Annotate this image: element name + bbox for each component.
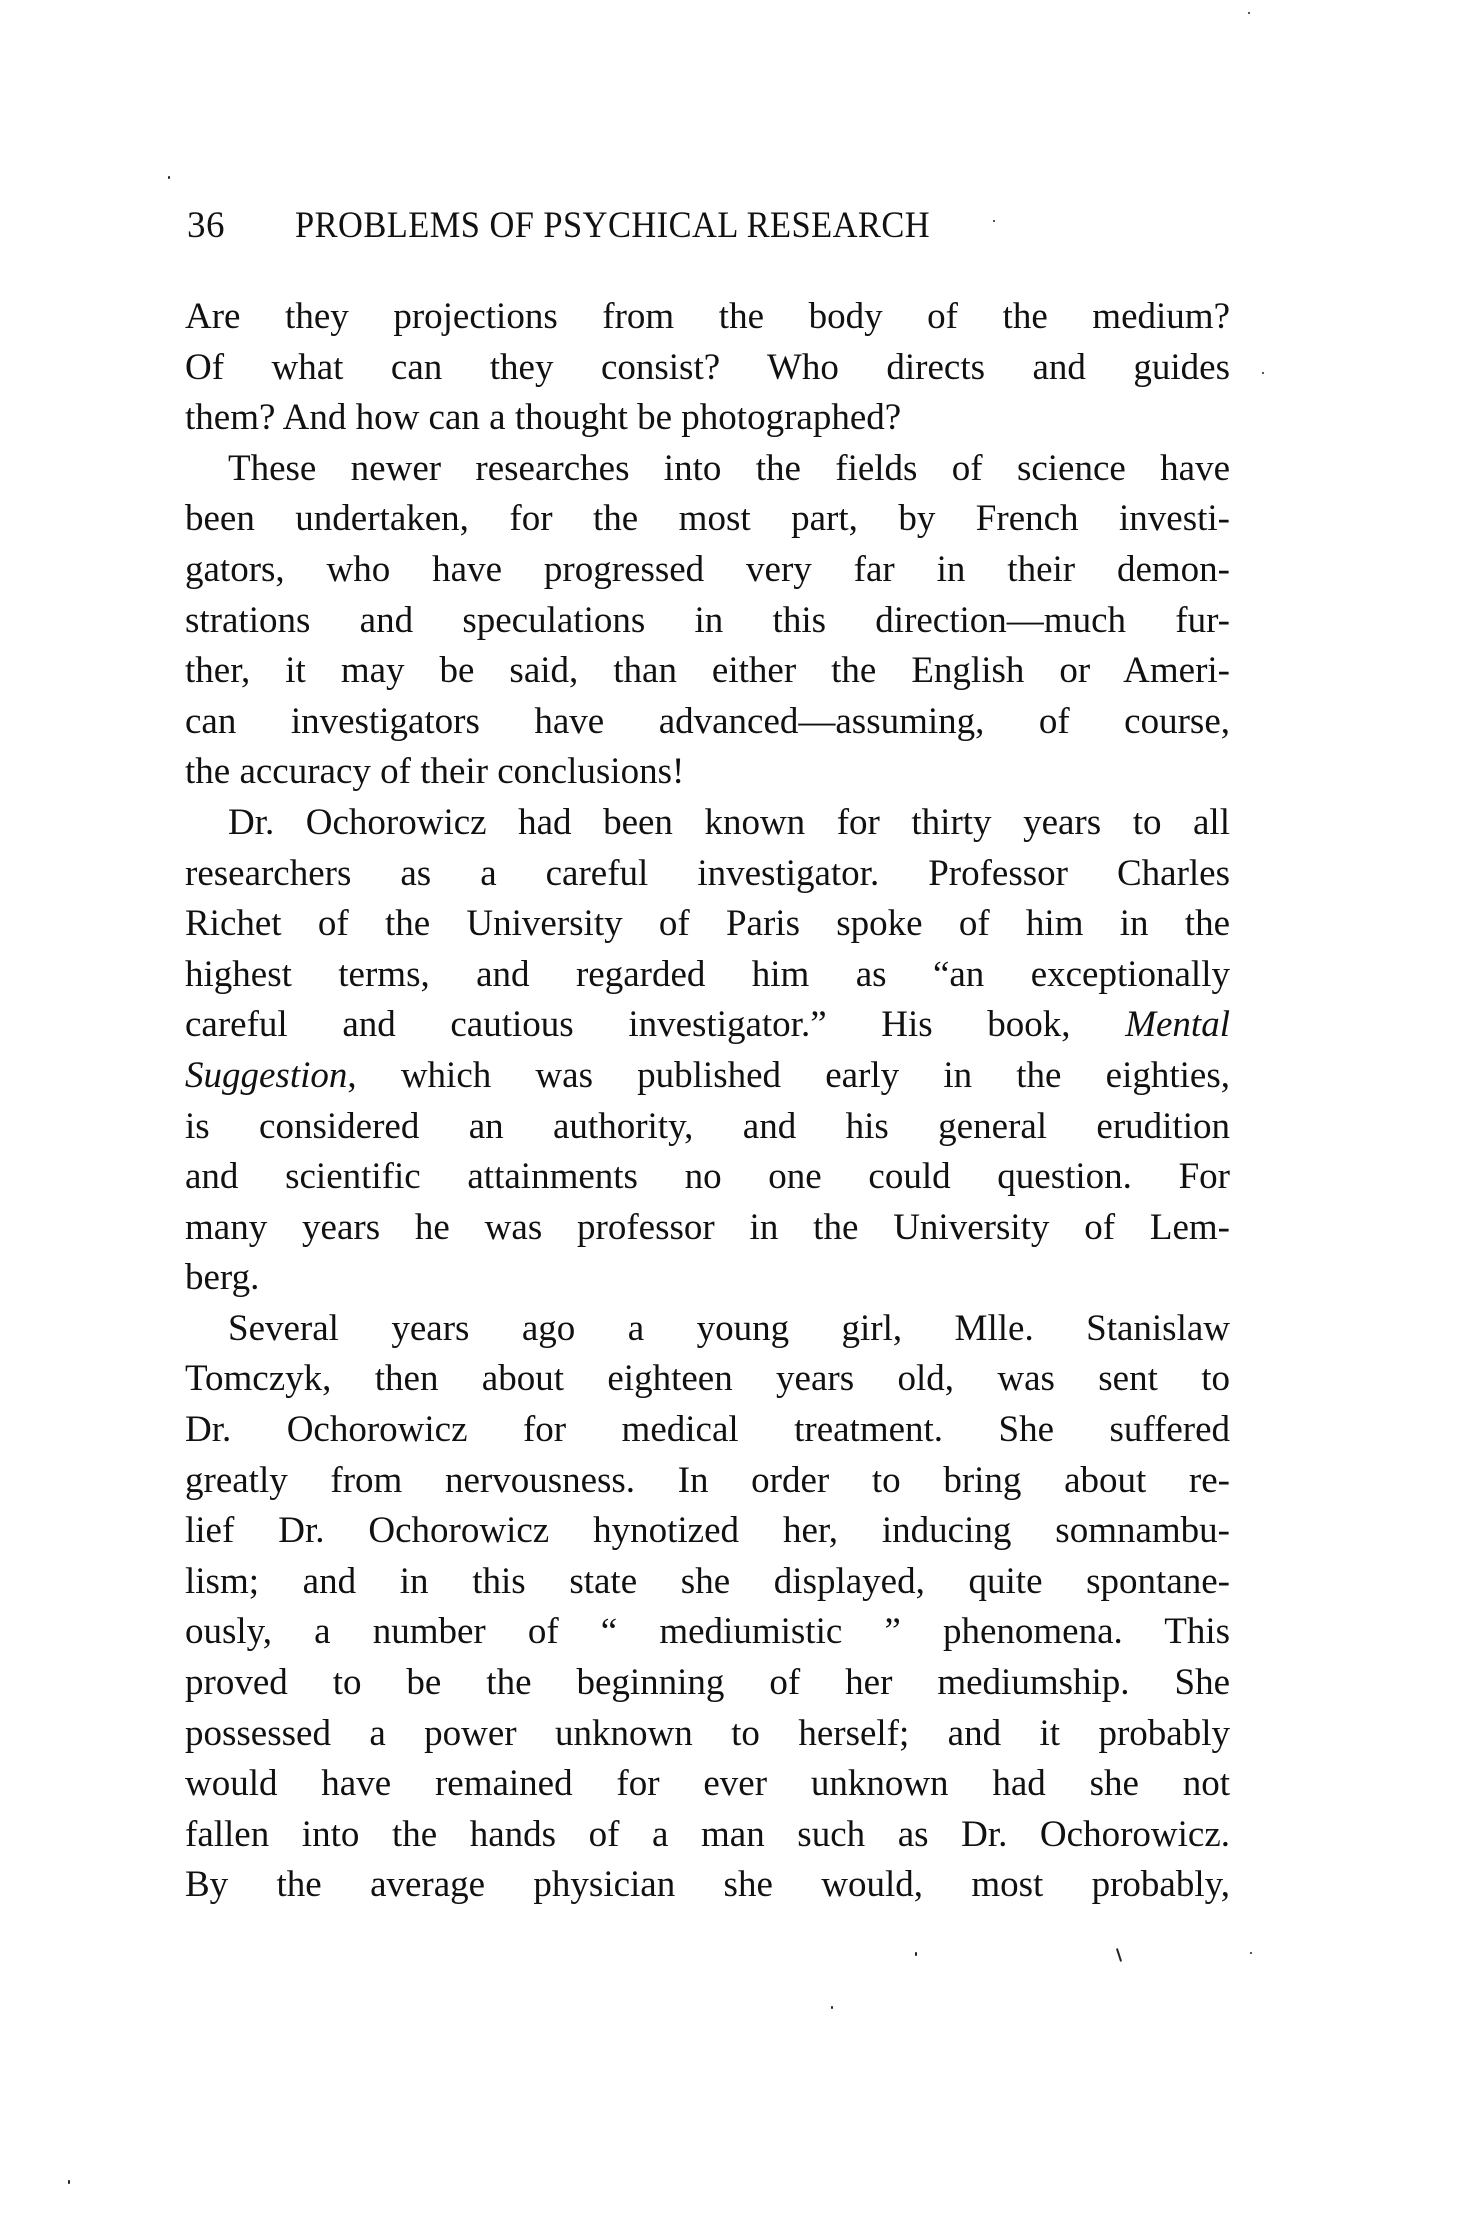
book-title-italic: Suggestion: [185, 1054, 348, 1096]
text-line: would have remained for ever unknown had she not: [185, 1763, 1230, 1805]
scan-speck: [168, 176, 170, 179]
text-line: possessed a power unknown to herself; and it probably: [185, 1712, 1230, 1754]
text-line: many years he was professor in the University of Lem-: [185, 1206, 1230, 1248]
text-line: Several years ago a young girl, Mlle. Stanislaw: [228, 1307, 1230, 1349]
paragraph-4: [185, 1304, 1230, 1911]
text-line: been undertaken, for the most part, by French investi-: [185, 498, 1230, 540]
text-line-with-italic: [185, 1051, 1230, 1102]
text-line: These newer researches into the fields of science have: [228, 447, 1230, 489]
text-line: researchers as a careful investigator. Professor Charles: [185, 852, 1230, 894]
text-line: ther, it may be said, than either the English or Ameri-: [185, 650, 1230, 692]
text-line: Dr. Ochorowicz had been known for thirty years to all: [228, 801, 1230, 843]
text-line: strations and speculations in this direction—much fur-: [185, 599, 1230, 641]
text-line: Richet of the University of Paris spoke of him in the: [185, 903, 1230, 945]
text-line: Tomczyk, then about eighteen years old, was sent to: [185, 1358, 1230, 1400]
text-line: greatly from nervousness. In order to bring about re-: [185, 1459, 1230, 1501]
text-line: By the average physician she would, most probably,: [185, 1864, 1230, 1906]
scan-speck: [1248, 12, 1250, 14]
scan-speck: [1262, 372, 1264, 374]
body-text: [185, 292, 1230, 1911]
scan-speck: [68, 2180, 70, 2184]
text-fragment: , which was published early in the eighties,: [347, 1054, 1230, 1096]
scan-speck: [993, 220, 995, 222]
text-line: the accuracy of their conclusions!: [185, 751, 685, 793]
paragraph-1: [185, 292, 1230, 444]
running-head: [187, 204, 1162, 248]
page-number: 36: [187, 205, 225, 246]
text-line: is considered an authority, and his general erudition: [185, 1105, 1230, 1147]
scan-speck: [915, 1952, 917, 1956]
text-line: and scientific attainments no one could question. For: [185, 1156, 1230, 1198]
text-line: Dr. Ochorowicz for medical treatment. She suffered: [185, 1409, 1230, 1451]
book-title-italic: Mental: [1125, 1004, 1230, 1046]
text-line: ously, a number of “ mediumistic ” phenomena. This: [185, 1611, 1230, 1653]
text-line: gators, who have progressed very far in their demon-: [185, 548, 1230, 590]
text-line: lism; and in this state she displayed, quite spontane-: [185, 1560, 1230, 1602]
text-line: them? And how can a thought be photographed?: [185, 397, 902, 439]
running-head-title: PROBLEMS OF PSYCHICAL RESEARCH: [295, 205, 931, 246]
scan-speck: [1116, 1948, 1122, 1962]
text-line: lief Dr. Ochorowicz hynotized her, inducing somnambu-: [185, 1510, 1230, 1552]
text-fragment: careful and cautious investigator.” His book,: [185, 1004, 1071, 1046]
scan-speck: [831, 2006, 833, 2009]
text-line: Are they projections from the body of the medium?: [185, 296, 1230, 337]
paragraph-3: [185, 798, 1230, 1304]
paragraph-2: [185, 444, 1230, 798]
text-line: highest terms, and regarded him as “an exceptionally: [185, 953, 1230, 995]
text-line: proved to be the beginning of her mediumship. She: [185, 1662, 1230, 1704]
text-line: fallen into the hands of a man such as Dr. Ochorowicz.: [185, 1813, 1230, 1855]
scan-speck: [1250, 1952, 1252, 1954]
text-line-with-italic: [185, 1000, 1230, 1051]
text-line: can investigators have advanced—assuming, of course,: [185, 700, 1230, 742]
text-line: Of what can they consist? Who directs and guides: [185, 346, 1230, 388]
text-line: berg.: [185, 1257, 260, 1299]
